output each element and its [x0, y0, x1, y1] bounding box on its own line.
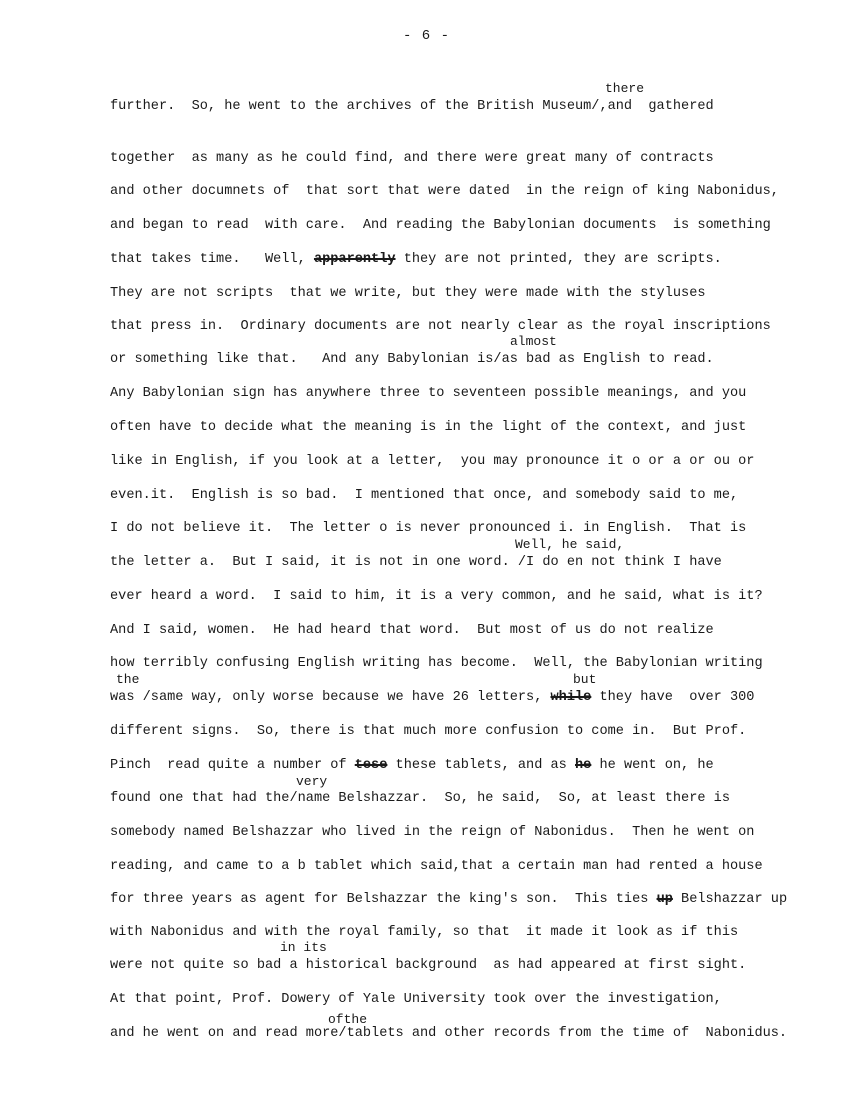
insertion-very: very: [296, 774, 328, 789]
text-line: [110, 690, 754, 706]
text-line: [110, 892, 787, 908]
insertion-but: but: [573, 672, 597, 687]
text-line: [110, 252, 722, 268]
text-segment: was /same way, only worse because we have 26 letters,: [110, 690, 551, 705]
insertion-well-he-said: Well, he said,: [515, 537, 625, 552]
text-line: somebody named Belshazzar who lived in the reign of Nabonidus. Then he went on: [110, 825, 755, 840]
struck-word: he: [575, 758, 592, 773]
page-number: - 6 -: [402, 28, 450, 44]
text-segment: Belshazzar up: [672, 892, 788, 907]
text-line: reading, and came to a b tablet which said,that a certain man had rented a house: [110, 859, 763, 874]
text-line: I do not believe it. The letter o is never pronounced i. in English. That is: [110, 521, 747, 536]
text-line: And I said, women. He had heard that word. But most of us do not realize: [110, 623, 714, 638]
insertion-almost: almost: [510, 334, 557, 349]
text-segment: for three years as agent for Belshazzar the king's son. This ties: [110, 892, 657, 907]
text-line: were not quite so bad a historical background as had appeared at first sight.: [110, 958, 747, 973]
text-line: Any Babylonian sign has anywhere three to seventeen possible meanings, and you: [110, 386, 747, 401]
text-line: further. So, he went to the archives of the British Museum/,and gathered: [110, 99, 714, 114]
text-line: together as many as he could find, and there were great many of contracts: [110, 151, 714, 166]
text-segment: Pinch read quite a number of: [110, 758, 355, 773]
insertion-the: the: [116, 672, 140, 687]
text-line: how terribly confusing English writing has become. Well, the Babylonian writing: [110, 656, 763, 671]
text-line: ever heard a word. I said to him, it is a very common, and he said, what is it?: [110, 589, 763, 604]
insertion-there: there: [605, 81, 645, 96]
text-line: different signs. So, there is that much more confusion to come in. But Prof.: [110, 724, 747, 739]
text-line: the letter a. But I said, it is not in one word. /I do en not think I have: [110, 555, 722, 570]
struck-word: apparently: [313, 252, 396, 267]
text-line: and began to read with care. And reading the Babylonian documents is something: [110, 218, 771, 233]
text-segment: they have over 300: [591, 690, 755, 705]
text-line: with Nabonidus and with the royal family, so that it made it look as if this: [110, 925, 739, 940]
text-segment: that takes time. Well,: [110, 252, 314, 267]
text-line: and he went on and read more/tablets and other records from the time of Nabonidus.: [110, 1026, 788, 1041]
text-line: [110, 758, 714, 774]
insertion-ofthe: ofthe: [328, 1012, 368, 1027]
insertion-in-its: in its: [280, 940, 327, 955]
text-line: They are not scripts that we write, but they were made with the styluses: [110, 286, 706, 301]
struck-word: while: [550, 690, 592, 705]
struck-word: tese: [354, 758, 388, 773]
text-segment: he went on, he: [591, 758, 714, 773]
text-line: that press in. Ordinary documents are not nearly clear as the royal inscriptions: [110, 319, 771, 334]
text-line: and other documnets of that sort that were dated in the reign of king Nabonidus,: [110, 184, 779, 199]
text-line: or something like that. And any Babylonian is/as bad as English to read.: [110, 352, 714, 367]
text-line: often have to decide what the meaning is in the light of the context, and just: [110, 420, 747, 435]
text-line: found one that had the/name Belshazzar. So, he said, So, at least there is: [110, 791, 730, 806]
text-line: At that point, Prof. Dowery of Yale University took over the investigation,: [110, 992, 722, 1007]
text-line: even.it. English is so bad. I mentioned that once, and somebody said to me,: [110, 488, 739, 503]
text-line: like in English, if you look at a letter, you may pronounce it o or a or ou or: [110, 454, 755, 469]
text-segment: they are not printed, they are scripts.: [395, 252, 722, 267]
struck-word: up: [656, 892, 673, 907]
text-segment: these tablets, and as: [387, 758, 575, 773]
